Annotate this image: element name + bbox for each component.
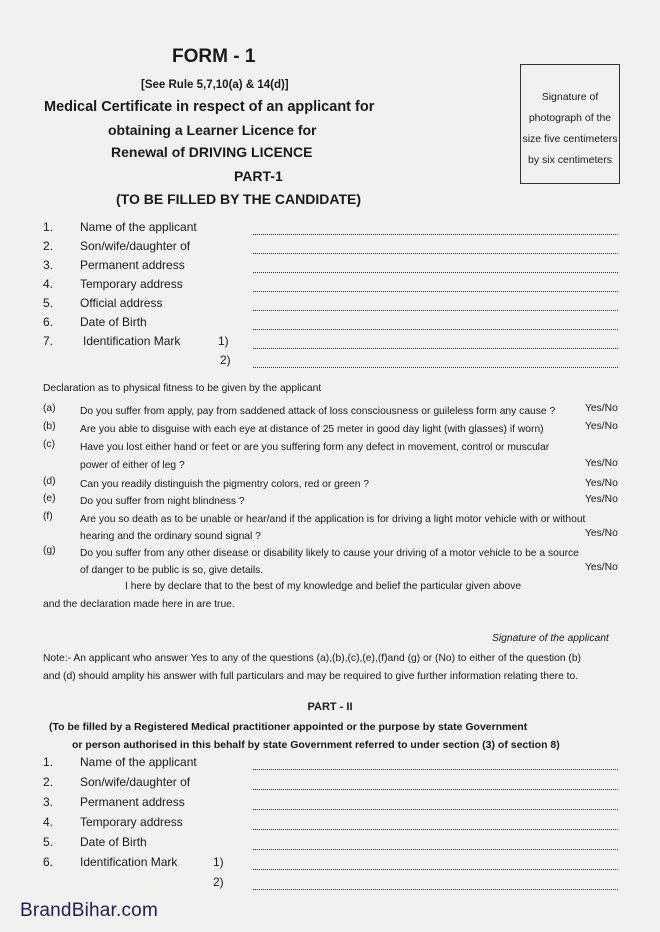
fill-line[interactable] xyxy=(253,290,618,292)
field-label: Name of the applicant xyxy=(80,220,197,234)
field-label: Permanent address xyxy=(80,258,185,272)
field-number: 1. xyxy=(43,220,54,234)
question-text: Do you suffer from any other disease or disability likely to cause your driving of a motor vehicle to be a source xyxy=(80,548,579,559)
form-title: FORM - 1 xyxy=(172,46,256,67)
question-text: Can you readily distinguish the pigmentry colors, red or green ? xyxy=(80,479,370,490)
question-text: Do you suffer from night blindness ? xyxy=(80,496,245,507)
field-label: Permanent address xyxy=(80,795,185,809)
photo-signature-box xyxy=(520,64,620,184)
question-number: (g) xyxy=(43,545,56,556)
fill-line[interactable] xyxy=(253,848,618,850)
field-label: Identification Mark xyxy=(80,855,178,869)
title-line-3: Renewal of DRIVING LICENCE xyxy=(111,144,313,160)
photo-box-line: size five centimeters xyxy=(522,133,618,145)
fill-line[interactable] xyxy=(253,252,618,254)
field-label: Temporary address xyxy=(80,815,183,829)
question-text-continued: power of either of leg ? xyxy=(80,460,185,471)
question-number: (f) xyxy=(43,511,53,522)
field-label: Identification Mark xyxy=(83,334,181,348)
declaration-statement-continued: and the declaration made here in are true. xyxy=(43,599,235,610)
field-label: Son/wife/daughter of xyxy=(80,775,191,789)
yes-no-answer[interactable]: Yes/No xyxy=(585,478,618,489)
field-number: 2. xyxy=(43,239,54,253)
field-number: 7. xyxy=(43,334,54,348)
question-text: Do you suffer from apply, pay from saddened attack of loss consciousness or guileless form any cause ? xyxy=(80,406,556,417)
field-label: Temporary address xyxy=(80,277,183,291)
question-text: Are you so death as to be unable or hear/and if the application is for driving a light motor vehicle with or without xyxy=(80,514,586,525)
field-label: Name of the applicant xyxy=(80,755,197,769)
fill-line[interactable] xyxy=(253,309,618,311)
part2-heading: PART - II xyxy=(307,701,353,713)
fill-line[interactable] xyxy=(253,328,618,330)
question-text: Have you lost either hand or feet or are you suffering form any defect in movement, control or muscular xyxy=(80,442,550,453)
field-label: Date of Birth xyxy=(80,835,147,849)
signature-applicant-label: Signature of the applicant xyxy=(492,633,609,644)
field-label: Date of Birth xyxy=(80,315,147,329)
part1-subheading: (TO BE FILLED BY THE CANDIDATE) xyxy=(116,191,361,207)
note-text: Note:- An applicant who answer Yes to any of the questions (a),(b),(c),(e),(f)and (g) or (No) to either of the question (b) xyxy=(43,653,581,664)
declaration-statement: I here by declare that to the best of my knowledge and belief the particular given above xyxy=(125,581,522,592)
field-label: Son/wife/daughter of xyxy=(80,239,191,253)
yes-no-answer[interactable]: Yes/No xyxy=(585,528,618,539)
question-text-continued: hearing and the ordinary sound signal ? xyxy=(80,531,261,542)
fill-line[interactable] xyxy=(253,868,618,870)
field-number: 5. xyxy=(43,296,54,310)
question-number: (c) xyxy=(43,439,56,450)
rule-reference: [See Rule 5,7,10(a) & 14(d)] xyxy=(141,79,289,91)
yes-no-answer[interactable]: Yes/No xyxy=(585,403,618,414)
id-mark-number: 2) xyxy=(213,875,224,889)
fill-line[interactable] xyxy=(253,828,618,830)
question-text: Are you able to disguise with each eye at distance of 25 meter in good day light (with glasses) if worn) xyxy=(80,424,544,435)
photo-box-line: Signature of xyxy=(541,91,599,103)
declaration-title: Declaration as to physical fitness to be given by the applicant xyxy=(43,383,322,394)
field-number: 1. xyxy=(43,755,54,769)
yes-no-answer[interactable]: Yes/No xyxy=(585,562,618,573)
field-number: 3. xyxy=(43,258,54,272)
note-text-continued: and (d) should amplity his answer with full particulars and may be required to give further information relating there to. xyxy=(43,671,579,682)
fill-line[interactable] xyxy=(253,888,618,890)
question-number: (e) xyxy=(43,493,56,504)
field-number: 2. xyxy=(43,775,54,789)
field-number: 4. xyxy=(43,815,54,829)
fill-line[interactable] xyxy=(253,233,618,235)
field-label: Official address xyxy=(80,296,163,310)
field-number: 3. xyxy=(43,795,54,809)
yes-no-answer[interactable]: Yes/No xyxy=(585,494,618,505)
fill-line[interactable] xyxy=(253,788,618,790)
id-mark-number: 1) xyxy=(218,334,229,348)
fill-line[interactable] xyxy=(253,768,618,770)
field-number: 6. xyxy=(43,315,54,329)
question-text-continued: of danger to be public is so, give details. xyxy=(80,565,264,576)
id-mark-number: 1) xyxy=(213,855,224,869)
field-number: 4. xyxy=(43,277,54,291)
id-mark-number: 2) xyxy=(220,353,231,367)
question-number: (a) xyxy=(43,403,56,414)
question-number: (b) xyxy=(43,421,56,432)
site-watermark: BrandBihar.com xyxy=(20,900,158,921)
title-line-2: obtaining a Learner Licence for xyxy=(108,122,317,138)
part2-subheading: (To be filled by a Registered Medical practitioner appointed or the purpose by state Government xyxy=(49,721,528,733)
fill-line[interactable] xyxy=(253,366,618,368)
fill-line[interactable] xyxy=(253,808,618,810)
title-line-1: Medical Certificate in respect of an applicant for xyxy=(44,99,375,115)
fill-line[interactable] xyxy=(253,271,618,273)
photo-box-line: by six centimeters xyxy=(527,154,613,166)
question-number: (d) xyxy=(43,476,56,487)
photo-box-line: photograph of the xyxy=(528,112,612,124)
part1-heading: PART-1 xyxy=(234,168,283,184)
field-number: 5. xyxy=(43,835,54,849)
part2-subheading-continued: or person authorised in this behalf by state Government referred to under section (3) of section 8) xyxy=(72,739,560,751)
yes-no-answer[interactable]: Yes/No xyxy=(585,458,618,469)
fill-line[interactable] xyxy=(253,347,618,349)
field-number: 6. xyxy=(43,855,54,869)
yes-no-answer[interactable]: Yes/No xyxy=(585,421,618,432)
